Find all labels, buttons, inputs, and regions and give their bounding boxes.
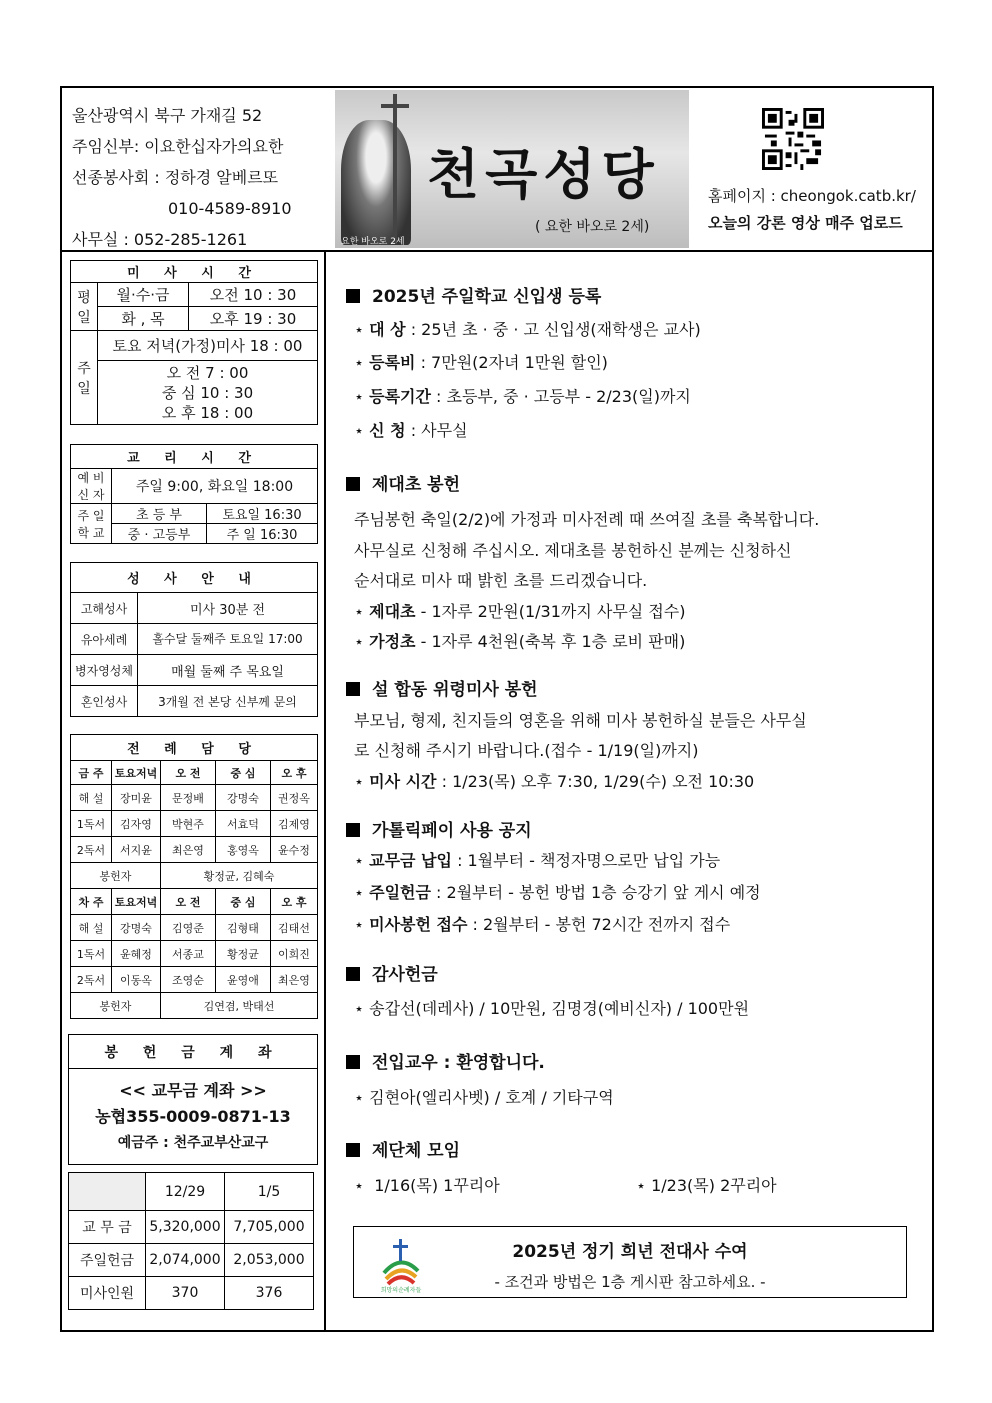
logo-text: 희망의순례자들 (380, 1287, 422, 1293)
sacrament-name: 혼인성사 (71, 686, 138, 717)
jubilee-title: 2025년 정기 희년 전대사 수여 (512, 1242, 748, 1262)
paragraph: 부모님, 형제, 친지들의 영혼을 위해 미사 봉헌하실 분들은 사무실 (354, 711, 807, 730)
item-value: - 1자루 2만원(1/31까지 사무실 접수) (420, 602, 686, 621)
liturgy-cell: 윤수정 (271, 837, 318, 863)
header-info (72, 100, 292, 255)
section-memorial-mass (346, 675, 538, 700)
liturgy-cell: 김제영 (271, 811, 318, 837)
liturgy-cell: 서효덕 (216, 811, 271, 837)
sacraments-table (70, 562, 318, 717)
item-key: 등록비 (369, 353, 416, 372)
offering-label: 봉헌자 (71, 993, 161, 1019)
crozier-icon (393, 94, 397, 244)
account-info (69, 1069, 318, 1165)
table-row (71, 837, 318, 863)
section-school-registration (346, 282, 601, 307)
sacrament-name: 유아세례 (71, 624, 138, 655)
liturgy-cell: 김영준 (161, 915, 216, 941)
list-item: ⋆ 등록비 : 7만원(2자녀 1만원 할인) (354, 353, 608, 372)
item-value: : 1/23(목) 오후 7:30, 1/29(수) 오전 10:30 (441, 772, 755, 791)
council: 선종봉사회 : 정하경 알베르또 (72, 168, 279, 187)
qr-code-icon[interactable] (762, 108, 824, 170)
council-phone: 010-4589-8910 (168, 199, 292, 218)
pope-photo (341, 120, 411, 245)
weekday-days2: 화 , 목 (98, 307, 189, 331)
finance-date: 12/29 (146, 1173, 225, 1211)
item-key: 등록기간 (369, 387, 431, 406)
sunday-mass-1: 오 전 7 : 00 (166, 363, 249, 382)
liturgy-header: 차 주 (71, 889, 112, 915)
liturgy-cell: 서지윤 (112, 837, 161, 863)
elementary-time: 토요일 16:30 (207, 504, 318, 524)
offering-names: 황정균, 김혜숙 (161, 863, 318, 889)
table-row (71, 915, 318, 941)
item-value: 1/16(목) 1꾸리아 (374, 1176, 500, 1195)
middle-high-time: 주 일 16:30 (207, 524, 318, 544)
square-bullet-icon (346, 1055, 360, 1069)
sunday-masses (98, 361, 318, 425)
item-value: : 7만원(2자녀 1만원 할인) (420, 353, 608, 372)
section-thanksgiving (346, 960, 438, 985)
list-item: ⋆ 교무금 납입 : 1월부터 - 책정자명으로만 납입 가능 (354, 851, 721, 870)
sacrament-info: 3개월 전 본당 신부께 문의 (138, 686, 318, 717)
item-value: 1/23(목) 2꾸리아 (651, 1176, 777, 1195)
table-row (69, 1244, 314, 1277)
patron: ( 요한 바오로 2세) (535, 219, 650, 235)
item-value: : 2월부터 - 봉헌 방법 1층 승강기 앞 게시 예정 (436, 883, 761, 902)
item-value: 송갑선(데레사) / 10만원, 김명경(예비신자) / 100만원 (369, 999, 750, 1018)
list-item: ⋆ 가정초 - 1자루 4천원(축복 후 1층 로비 판매) (354, 632, 686, 651)
liturgy-cell: 홍영옥 (216, 837, 271, 863)
section-title: 설 합동 위령미사 봉헌 (372, 680, 538, 700)
liturgy-role: 1독서 (71, 811, 112, 837)
pastor: 주임신부: 이요한십자가의요한 (72, 137, 284, 156)
address: 울산광역시 북구 가재길 52 (72, 106, 263, 125)
square-bullet-icon (346, 289, 360, 303)
sacrament-info: 미사 30분 전 (138, 593, 318, 624)
liturgy-role: 1독서 (71, 941, 112, 967)
liturgy-role: 2독서 (71, 967, 112, 993)
item-key: 대 상 (369, 320, 406, 339)
liturgy-cell: 김태선 (271, 915, 318, 941)
catechumen-label: 예 비 신 자 (71, 469, 112, 504)
item-value: : 1월부터 - 책정자명으로만 납입 가능 (457, 851, 721, 870)
liturgy-title: 전 례 담 당 (71, 735, 318, 761)
item-value: - 1자루 4천원(축복 후 1층 로비 판매) (420, 632, 686, 651)
table-row (71, 811, 318, 837)
weekday-days1: 월·수·금 (98, 283, 189, 307)
weekday-label: 평 일 (71, 283, 98, 331)
liturgy-cell: 박현주 (161, 811, 216, 837)
list-item: ⋆ 1/23(목) 2꾸리아 (636, 1176, 777, 1195)
square-bullet-icon (346, 682, 360, 696)
sacrament-info: 홀수달 둘째주 토요일 17:00 (138, 624, 318, 655)
middle-high-dept: 중 · 고등부 (112, 524, 207, 544)
catechism-title: 교 리 시 간 (71, 445, 318, 469)
liturgy-header: 중 심 (216, 761, 271, 785)
section-title: 2025년 주일학교 신입생 등록 (372, 287, 602, 307)
column-divider (324, 252, 326, 1332)
church-banner (335, 90, 689, 248)
list-item: ⋆ 송갑선(데레사) / 10만원, 김명경(예비신자) / 100만원 (354, 999, 750, 1018)
liturgy-role: 해 설 (71, 785, 112, 811)
church-name: 천곡성당 (427, 142, 660, 206)
section-altar-candles (346, 470, 460, 495)
liturgy-header: 오 후 (271, 889, 318, 915)
sacrament-name: 병자영성체 (71, 655, 138, 686)
paragraph: 사무실로 신청해 주십시오. 제대초를 봉헌하신 분께는 신청하신 (354, 541, 792, 560)
liturgy-cell: 김자영 (112, 811, 161, 837)
elementary-dept: 초 등 부 (112, 504, 207, 524)
section-title: 제대초 봉헌 (372, 475, 461, 495)
list-item: ⋆ 등록기간 : 초등부, 중 · 고등부 - 2/23(일)까지 (354, 387, 691, 406)
liturgy-cell: 조영순 (161, 967, 216, 993)
liturgy-cell: 이동옥 (112, 967, 161, 993)
paragraph: 로 신청해 주시기 바랍니다.(접수 - 1/19(일)까지) (354, 741, 699, 760)
liturgy-header: 토요저녁 (112, 889, 161, 915)
liturgy-cell: 김형태 (216, 915, 271, 941)
section-title: 제단체 모임 (372, 1141, 461, 1161)
list-item: ⋆ 제대초 - 1자루 2만원(1/31까지 사무실 접수) (354, 602, 686, 621)
liturgy-header: 중 심 (216, 889, 271, 915)
mass-times-table (70, 260, 318, 425)
finance-corner (69, 1173, 146, 1211)
list-item: ⋆ 대 상 : 25년 초 · 중 · 고 신입생(재학생은 교사) (354, 320, 701, 339)
liturgy-cell: 문정배 (161, 785, 216, 811)
finance-label: 주일헌금 (69, 1244, 146, 1277)
offering-names: 김연겸, 박태선 (161, 993, 318, 1019)
homepage[interactable]: 홈페이지 : cheongok.catb.kr/ (708, 187, 916, 205)
office-phone: 사무실 : 052-285-1261 (72, 230, 248, 249)
item-key: 주일헌금 (369, 883, 431, 902)
liturgy-cell: 최은영 (271, 967, 318, 993)
list-item: ⋆ 미사봉헌 접수 : 2월부터 - 봉헌 72시간 전까지 접수 (354, 915, 731, 934)
account-holder: 예금주 : 천주교부산교구 (117, 1134, 269, 1151)
finance-date: 1/5 (225, 1173, 314, 1211)
finance-value: 2,053,000 (225, 1244, 314, 1277)
section-title: 가톨릭페이 사용 공지 (372, 821, 532, 841)
sacrament-name: 고해성사 (71, 593, 138, 624)
liturgy-cell: 강명숙 (112, 915, 161, 941)
liturgy-cell: 강명숙 (216, 785, 271, 811)
paragraph: 순서대로 미사 때 밝힌 초를 드리겠습니다. (354, 571, 648, 590)
finance-value: 5,320,000 (146, 1211, 225, 1244)
liturgy-header: 오 전 (161, 761, 216, 785)
liturgy-cell: 권정옥 (271, 785, 318, 811)
liturgy-role: 2독서 (71, 837, 112, 863)
finance-value: 7,705,000 (225, 1211, 314, 1244)
square-bullet-icon (346, 967, 360, 981)
item-value: 김현아(엘리사벳) / 호계 / 기타구역 (369, 1088, 614, 1107)
list-item: ⋆ 미사 시간 : 1/23(목) 오후 7:30, 1/29(수) 오전 10:30 (354, 772, 755, 791)
item-key: 제대초 (369, 602, 416, 621)
jubilee-notice (353, 1226, 907, 1298)
liturgy-cell: 장미윤 (112, 785, 161, 811)
weekday-time2: 오후 19 : 30 (189, 307, 318, 331)
item-key: 교무금 납입 (369, 851, 452, 870)
photo-caption: 요한 바오로 2세 (341, 237, 405, 247)
finance-value: 376 (225, 1277, 314, 1310)
liturgy-cell: 윤혜정 (112, 941, 161, 967)
paragraph: 주님봉헌 축일(2/2)에 가정과 미사전례 때 쓰여질 초를 축복합니다. (354, 510, 820, 529)
item-value: : 2월부터 - 봉헌 72시간 전까지 접수 (472, 915, 731, 934)
list-item: ⋆ 신 청 : 사무실 (354, 421, 468, 440)
weekday-time1: 오전 10 : 30 (189, 283, 318, 307)
item-value: : 사무실 (410, 421, 468, 440)
account-table (68, 1034, 318, 1165)
item-key: 미사 시간 (369, 772, 437, 791)
account-title: 봉 헌 금 계 좌 (69, 1035, 318, 1069)
finance-value: 370 (146, 1277, 225, 1310)
section-new-parishioners (346, 1048, 545, 1073)
sacraments-title: 성 사 안 내 (71, 563, 318, 593)
liturgy-cell: 윤영애 (216, 967, 271, 993)
square-bullet-icon (346, 477, 360, 491)
liturgy-header: 금 주 (71, 761, 112, 785)
cross-icon (381, 104, 409, 108)
table-row (69, 1277, 314, 1310)
sunday-school-label: 주 일 학 교 (71, 504, 112, 544)
item-key: 미사봉헌 접수 (369, 915, 468, 934)
table-row (69, 1211, 314, 1244)
sunday-mass-3: 오 후 18 : 00 (161, 403, 254, 422)
table-row (71, 941, 318, 967)
item-key: 신 청 (369, 421, 406, 440)
catechism-table (70, 444, 318, 544)
liturgy-table (70, 734, 318, 1019)
table-row (71, 967, 318, 993)
finance-value: 2,074,000 (146, 1244, 225, 1277)
upload-note: 오늘의 강론 영상 매주 업로드 (708, 214, 903, 232)
sacrament-info: 매월 둘째 주 목요일 (138, 655, 318, 686)
mass-times-title: 미 사 시 간 (71, 261, 318, 283)
sunday-label: 주 일 (71, 331, 98, 425)
item-value: : 25년 초 · 중 · 고 신입생(재학생은 교사) (410, 320, 701, 339)
section-title: 전입교우 : 환영합니다. (372, 1053, 545, 1073)
finance-table (68, 1172, 314, 1310)
liturgy-cell: 서종교 (161, 941, 216, 967)
catechumen-time: 주일 9:00, 화요일 18:00 (112, 469, 318, 504)
list-item: ⋆ 주일헌금 : 2월부터 - 봉헌 방법 1층 승강기 앞 게시 예정 (354, 883, 761, 902)
section-group-meetings (346, 1136, 460, 1161)
liturgy-role: 해 설 (71, 915, 112, 941)
liturgy-cell: 이희진 (271, 941, 318, 967)
offering-label: 봉헌자 (71, 863, 161, 889)
item-value: : 초등부, 중 · 고등부 - 2/23(일)까지 (436, 387, 691, 406)
square-bullet-icon (346, 823, 360, 837)
item-key: 가정초 (369, 632, 416, 651)
square-bullet-icon (346, 1143, 360, 1157)
liturgy-cell: 황정균 (216, 941, 271, 967)
liturgy-header: 토요저녁 (112, 761, 161, 785)
list-item: ⋆ 김현아(엘리사벳) / 호계 / 기타구역 (354, 1088, 614, 1107)
finance-label: 교 무 금 (69, 1211, 146, 1244)
list-item: ⋆ 1/16(목) 1꾸리아 (354, 1176, 500, 1195)
liturgy-header: 오 전 (161, 889, 216, 915)
sunday-mass-2: 중 심 10 : 30 (161, 383, 254, 402)
saturday-mass: 토요 저녁(가정)미사 18 : 00 (98, 331, 318, 361)
liturgy-cell: 최은영 (161, 837, 216, 863)
finance-label: 미사인원 (69, 1277, 146, 1310)
account-number[interactable]: 농협355-0009-0871-13 (95, 1106, 291, 1126)
section-catholic-pay (346, 816, 532, 841)
liturgy-header: 오 후 (271, 761, 318, 785)
account-line1: << 교무금 계좌 >> (119, 1080, 267, 1100)
section-title: 감사헌금 (372, 965, 438, 985)
table-row (71, 785, 318, 811)
jubilee-subtitle: - 조건과 방법은 1층 게시판 참고하세요. - (494, 1273, 766, 1291)
